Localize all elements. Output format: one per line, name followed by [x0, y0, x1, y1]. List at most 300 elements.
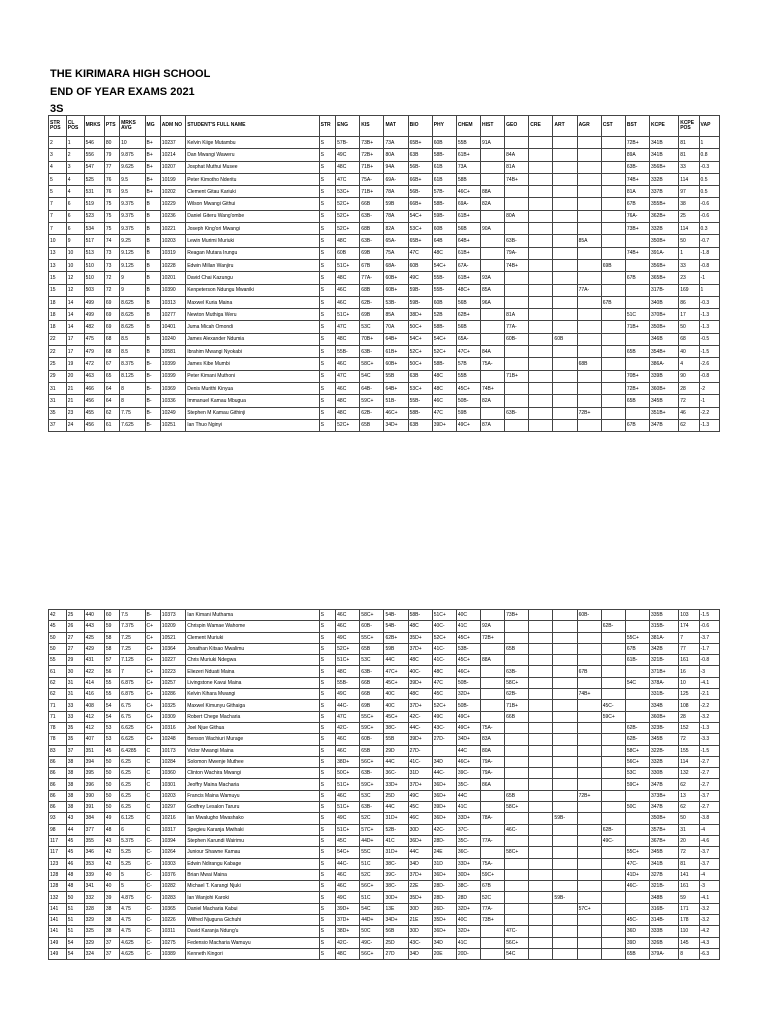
table-cell: 76 [104, 186, 119, 198]
table-cell: 40C [456, 915, 480, 926]
table-cell: 6.75 [120, 711, 145, 722]
table-cell: 25D [384, 937, 408, 948]
table-cell: 351 [84, 745, 104, 756]
table-cell: 62B+ [384, 632, 408, 643]
table-cell: 51 [66, 903, 84, 914]
table-cell: 59B- [432, 210, 456, 222]
table-cell: C- [145, 948, 160, 959]
table-cell: 49C [336, 689, 360, 700]
column-header: PHY [432, 116, 456, 137]
table-cell: 6.25 [120, 790, 145, 801]
table-cell [505, 768, 529, 779]
table-cell [601, 937, 625, 948]
table-cell: 50 [104, 756, 119, 767]
table-cell [577, 779, 601, 790]
table-row [49, 370, 720, 382]
table-cell: 25 [679, 210, 699, 222]
table-cell: C- [145, 869, 160, 880]
table-cell: 52C [481, 892, 505, 903]
table-cell: Brian Mwai Maina [186, 869, 319, 880]
table-cell: 479 [84, 346, 104, 358]
table-cell: 10226 [160, 915, 185, 926]
table-cell: -0.6 [699, 210, 719, 222]
table-cell: 416 [84, 689, 104, 700]
table-cell: 38 [66, 790, 84, 801]
table-cell: 38C- [384, 881, 408, 892]
table-cell: 49C [432, 711, 456, 722]
table-cell: C- [145, 892, 160, 903]
table-cell: 49 [104, 813, 119, 824]
table-cell: 48C [432, 382, 456, 394]
table-cell: S [319, 779, 336, 790]
table-cell: S [319, 210, 336, 222]
table-cell: 58C+ [505, 847, 529, 858]
table-cell: 62B- [360, 296, 384, 308]
table-cell [625, 235, 649, 247]
table-cell: 85A [384, 309, 408, 321]
table-cell: 46C- [505, 824, 529, 835]
table-cell [529, 824, 553, 835]
table-cell: 82A [481, 198, 505, 210]
table-cell: 35C- [456, 835, 480, 846]
table-cell: 337B [649, 186, 678, 198]
table-cell: -4.1 [699, 677, 719, 688]
table-cell: 5 [120, 881, 145, 892]
table-cell: B+ [145, 173, 160, 185]
table-cell: 29 [49, 370, 67, 382]
table-cell: 407 [84, 734, 104, 745]
table-cell: 396 [84, 779, 104, 790]
table-cell: B- [145, 395, 160, 407]
table-cell [553, 223, 577, 235]
table-cell [577, 926, 601, 937]
table-cell: C [145, 824, 160, 835]
table-cell: 66B [505, 711, 529, 722]
table-cell: 83 [49, 745, 67, 756]
table-cell: S [319, 655, 336, 666]
table-cell: 55C [360, 847, 384, 858]
table-cell: 23 [66, 407, 84, 419]
table-cell: C [145, 768, 160, 779]
table-cell: 510 [84, 272, 104, 284]
table-cell: David Chai Kazungu [186, 272, 319, 284]
table-cell: 362B+ [649, 210, 678, 222]
table-cell: S [319, 309, 336, 321]
table-cell: 49C [408, 790, 432, 801]
table-cell: 171 [679, 903, 699, 914]
table-cell: 1 [699, 284, 719, 296]
table-cell: 33 [66, 700, 84, 711]
table-row [49, 223, 720, 235]
table-cell [553, 711, 577, 722]
table-cell: C+ [145, 666, 160, 677]
table-cell [577, 881, 601, 892]
table-cell: 78A [384, 186, 408, 198]
table-cell: Ian Mwalugho Mwashako [186, 813, 319, 824]
table-cell: 10229 [160, 198, 185, 210]
table-cell: 49C- [601, 835, 625, 846]
table-cell: Ian Wanjohi Karoki [186, 892, 319, 903]
table-cell: C [145, 813, 160, 824]
table-cell: 14 [66, 321, 84, 333]
table-cell: Daniel Macharia Kabui [186, 903, 319, 914]
table-cell: 46C [336, 621, 360, 632]
table-cell: 70B+ [360, 333, 384, 345]
table-cell [553, 802, 577, 813]
table-cell: Kelvin Kihara Mwangi [186, 689, 319, 700]
table-cell: Denis Murithi Kinyua [186, 382, 319, 394]
table-cell: 73B+ [505, 610, 529, 621]
table-cell [601, 223, 625, 235]
table-cell: S [319, 689, 336, 700]
table-cell [577, 711, 601, 722]
table-cell: 513 [84, 247, 104, 259]
table-cell: 47C- [505, 926, 529, 937]
table-cell: Spegieu Karanja Mwihaki [186, 824, 319, 835]
table-cell: 23 [679, 272, 699, 284]
table-cell: 46 [66, 858, 84, 869]
table-cell: B [145, 259, 160, 271]
table-cell: 66B [360, 198, 384, 210]
table-cell: 54 [104, 700, 119, 711]
table-cell: 94A [384, 161, 408, 173]
table-cell: 51C+ [336, 824, 360, 835]
table-cell: S [319, 321, 336, 333]
table-cell: 55C+ [360, 632, 384, 643]
table-cell: 10203 [160, 235, 185, 247]
table-cell: 346B [649, 333, 678, 345]
table-cell: 7.5 [120, 610, 145, 621]
table-cell [601, 689, 625, 700]
table-cell: 88A [481, 186, 505, 198]
table-cell: 335B [649, 610, 678, 621]
table-cell: 54C [625, 677, 649, 688]
table-cell [529, 382, 553, 394]
table-row [49, 734, 720, 745]
table-cell [553, 407, 577, 419]
table-cell: 1 [66, 137, 84, 149]
table-cell: 31 [49, 382, 67, 394]
table-cell: 75 [104, 223, 119, 235]
table-cell: 34D+ [384, 419, 408, 431]
table-cell: 21 [66, 395, 84, 407]
table-cell [553, 937, 577, 948]
table-cell: Godfrey Lesalon Taruru [186, 802, 319, 813]
table-cell: 384 [84, 813, 104, 824]
table-cell: 47C [432, 407, 456, 419]
table-cell: 68B [360, 223, 384, 235]
table-cell: Fedensio Macharia Wamuyu [186, 937, 319, 948]
table-cell: 20 [679, 835, 699, 846]
table-cell: 47C [408, 247, 432, 259]
table-cell: 22 [49, 346, 67, 358]
table-cell: 10309 [160, 711, 185, 722]
table-cell: 48C [336, 395, 360, 407]
table-cell: 7.125 [120, 655, 145, 666]
table-cell [529, 643, 553, 654]
table-row [49, 272, 720, 284]
table-cell: 45 [104, 745, 119, 756]
table-cell: 152 [679, 722, 699, 733]
table-cell: 86 [49, 802, 67, 813]
table-cell: 351B+ [649, 407, 678, 419]
table-cell: 354B+ [649, 346, 678, 358]
table-cell: 9.375 [120, 223, 145, 235]
table-cell: 56B [384, 926, 408, 937]
table-cell: 20D- [456, 948, 480, 959]
table-cell: 145 [679, 937, 699, 948]
table-cell: 47C+ [384, 666, 408, 677]
table-cell: 39 [104, 892, 119, 903]
table-cell: 10521 [160, 632, 185, 643]
table-cell: C- [145, 835, 160, 846]
table-cell: 55B- [336, 677, 360, 688]
table-cell: James Alexander Ndumia [186, 333, 319, 345]
table-cell: 46C [408, 813, 432, 824]
table-cell [553, 655, 577, 666]
table-cell: 48C [336, 333, 360, 345]
table-cell: 10221 [160, 223, 185, 235]
table-cell: 30D [408, 903, 432, 914]
table-cell [529, 621, 553, 632]
table-cell: 28D [456, 892, 480, 903]
table-cell: 9 [66, 235, 84, 247]
table-row [49, 284, 720, 296]
table-cell [481, 309, 505, 321]
column-header: CHEM [456, 116, 480, 137]
table-cell: 59B- [408, 284, 432, 296]
table-cell: 412 [84, 722, 104, 733]
table-cell [529, 711, 553, 722]
table-cell: 18 [49, 321, 67, 333]
table-cell: 47C+ [456, 346, 480, 358]
table-cell [601, 419, 625, 431]
table-cell: S [319, 137, 336, 149]
table-cell: 69 [104, 309, 119, 321]
table-cell: 60 [104, 610, 119, 621]
table-cell: 35 [66, 734, 84, 745]
table-cell: 45C+ [456, 632, 480, 643]
table-cell: C+ [145, 689, 160, 700]
table-cell: -3.8 [699, 813, 719, 824]
table-cell: 48C [408, 621, 432, 632]
table-cell: 371B+ [649, 666, 678, 677]
table-cell [529, 745, 553, 756]
table-cell: 67 [104, 358, 119, 370]
table-cell: 49C [336, 892, 360, 903]
table-cell [601, 407, 625, 419]
table-cell: 56B- [408, 186, 432, 198]
table-cell: 10399 [160, 370, 185, 382]
table-cell: 65B [360, 419, 384, 431]
table-cell: 63B- [360, 666, 384, 677]
table-cell: 33D+ [456, 858, 480, 869]
table-cell: -0.8 [699, 370, 719, 382]
table-cell: 75 [104, 210, 119, 222]
table-cell [553, 198, 577, 210]
table-cell: 531 [84, 186, 104, 198]
table-cell: Juma Micah Omondi [186, 321, 319, 333]
table-cell: 92A [481, 621, 505, 632]
table-cell: 443 [84, 621, 104, 632]
table-cell: 30D [408, 824, 432, 835]
table-cell: 9.125 [120, 247, 145, 259]
table-cell: 54C+ [336, 847, 360, 858]
table-cell [481, 161, 505, 173]
table-cell: 48C [432, 666, 456, 677]
table-cell: S [319, 835, 336, 846]
table-cell: -3 [699, 666, 719, 677]
table-cell [601, 235, 625, 247]
table-cell [432, 745, 456, 756]
table-cell [625, 790, 649, 801]
table-cell: 367B+ [649, 835, 678, 846]
table-cell: 37 [49, 419, 67, 431]
table-cell: S [319, 407, 336, 419]
table-cell: Lewin Murimi Muriuki [186, 235, 319, 247]
table-cell: B [145, 210, 160, 222]
table-cell: -4.1 [699, 892, 719, 903]
table-cell: -3.7 [699, 858, 719, 869]
table-cell: 429 [84, 643, 104, 654]
table-cell: 9 [120, 272, 145, 284]
table-cell: 58C+ [625, 745, 649, 756]
table-cell: 74B+ [625, 173, 649, 185]
table-cell: 44C- [432, 768, 456, 779]
table-cell: B- [145, 407, 160, 419]
table-cell: 50C+ [336, 768, 360, 779]
table-cell: 28D- [432, 881, 456, 892]
table-row [49, 858, 720, 869]
table-cell: 8.5 [120, 333, 145, 345]
table-cell [601, 149, 625, 161]
table-cell: 52C+ [432, 700, 456, 711]
table-cell: 20E [432, 948, 456, 959]
table-cell: 72 [104, 272, 119, 284]
table-cell: 65B [360, 643, 384, 654]
table-cell: 128 [49, 869, 67, 880]
table-cell [577, 272, 601, 284]
table-cell [577, 813, 601, 824]
table-cell [529, 847, 553, 858]
table-cell: 132 [49, 892, 67, 903]
table-cell: 34D+ [456, 734, 480, 745]
table-cell: 73 [104, 259, 119, 271]
table-cell: 365B+ [649, 272, 678, 284]
table-cell: 332 [84, 892, 104, 903]
table-cell: 60B [336, 247, 360, 259]
table-cell: 35D+ [408, 632, 432, 643]
table-cell [505, 186, 529, 198]
table-cell: 65B [625, 948, 649, 959]
table-cell: 52C+ [336, 223, 360, 235]
table-cell: B [145, 333, 160, 345]
table-cell: 78A- [481, 813, 505, 824]
table-cell: 10401 [160, 321, 185, 333]
table-cell: 38C- [456, 881, 480, 892]
table-cell [601, 858, 625, 869]
table-cell: 65B [625, 395, 649, 407]
table-cell: 41C- [432, 643, 456, 654]
table-cell: 39D+ [408, 677, 432, 688]
table-cell: 41C [384, 835, 408, 846]
table-cell: -1.8 [699, 247, 719, 259]
table-cell [505, 296, 529, 308]
column-header: VAP [699, 116, 719, 137]
table-cell [529, 407, 553, 419]
table-cell [577, 198, 601, 210]
table-cell: -0.7 [699, 235, 719, 247]
column-header: KCPE [649, 116, 678, 137]
table-cell [601, 284, 625, 296]
table-cell: C+ [145, 632, 160, 643]
table-cell: 141 [679, 869, 699, 880]
table-cell: -0.6 [699, 198, 719, 210]
table-cell: B+ [145, 161, 160, 173]
table-cell: 7.375 [120, 621, 145, 632]
table-cell: 339 [84, 869, 104, 880]
table-cell: 25 [49, 358, 67, 370]
table-cell: 60B [408, 259, 432, 271]
table-cell: S [319, 926, 336, 937]
table-cell [601, 666, 625, 677]
table-cell: 74B+ [505, 259, 529, 271]
table-cell: 74B+ [577, 689, 601, 700]
table-cell: 10216 [160, 813, 185, 824]
table-cell: 10264 [160, 847, 185, 858]
table-cell: Joseph King'ori Mwangi [186, 223, 319, 235]
table-cell: 50B- [456, 700, 480, 711]
table-cell: 67A- [456, 259, 480, 271]
table-cell [601, 734, 625, 745]
table-cell [505, 621, 529, 632]
table-cell: 63B- [360, 210, 384, 222]
table-cell: S [319, 173, 336, 185]
table-cell: S [319, 223, 336, 235]
table-cell: S [319, 858, 336, 869]
table-cell: 377 [84, 824, 104, 835]
table-cell [577, 655, 601, 666]
table-cell: 123 [49, 858, 67, 869]
column-header: GEO [505, 116, 529, 137]
table-cell [601, 948, 625, 959]
table-cell: 37D+ [336, 915, 360, 926]
table-cell: Francis Maina Wamuyu [186, 790, 319, 801]
table-cell: 35 [49, 407, 67, 419]
table-cell: 9.125 [120, 259, 145, 271]
table-cell [481, 677, 505, 688]
table-cell [553, 869, 577, 880]
table-cell: 35D+ [432, 915, 456, 926]
table-row [49, 395, 720, 407]
table-cell [601, 779, 625, 790]
table-cell [553, 858, 577, 869]
table-cell [529, 198, 553, 210]
table-cell: 27D- [432, 734, 456, 745]
table-cell [577, 915, 601, 926]
table-cell: 10 [66, 247, 84, 259]
table-cell [553, 881, 577, 892]
table-cell [481, 937, 505, 948]
table-cell: 355B+ [649, 198, 678, 210]
table-cell: 66B [360, 689, 384, 700]
table-cell: S [319, 235, 336, 247]
table-cell: 10202 [160, 186, 185, 198]
table-cell: 65A- [456, 333, 480, 345]
table-cell: 44C [384, 655, 408, 666]
table-cell: 17 [66, 346, 84, 358]
table-cell: 55B- [432, 284, 456, 296]
